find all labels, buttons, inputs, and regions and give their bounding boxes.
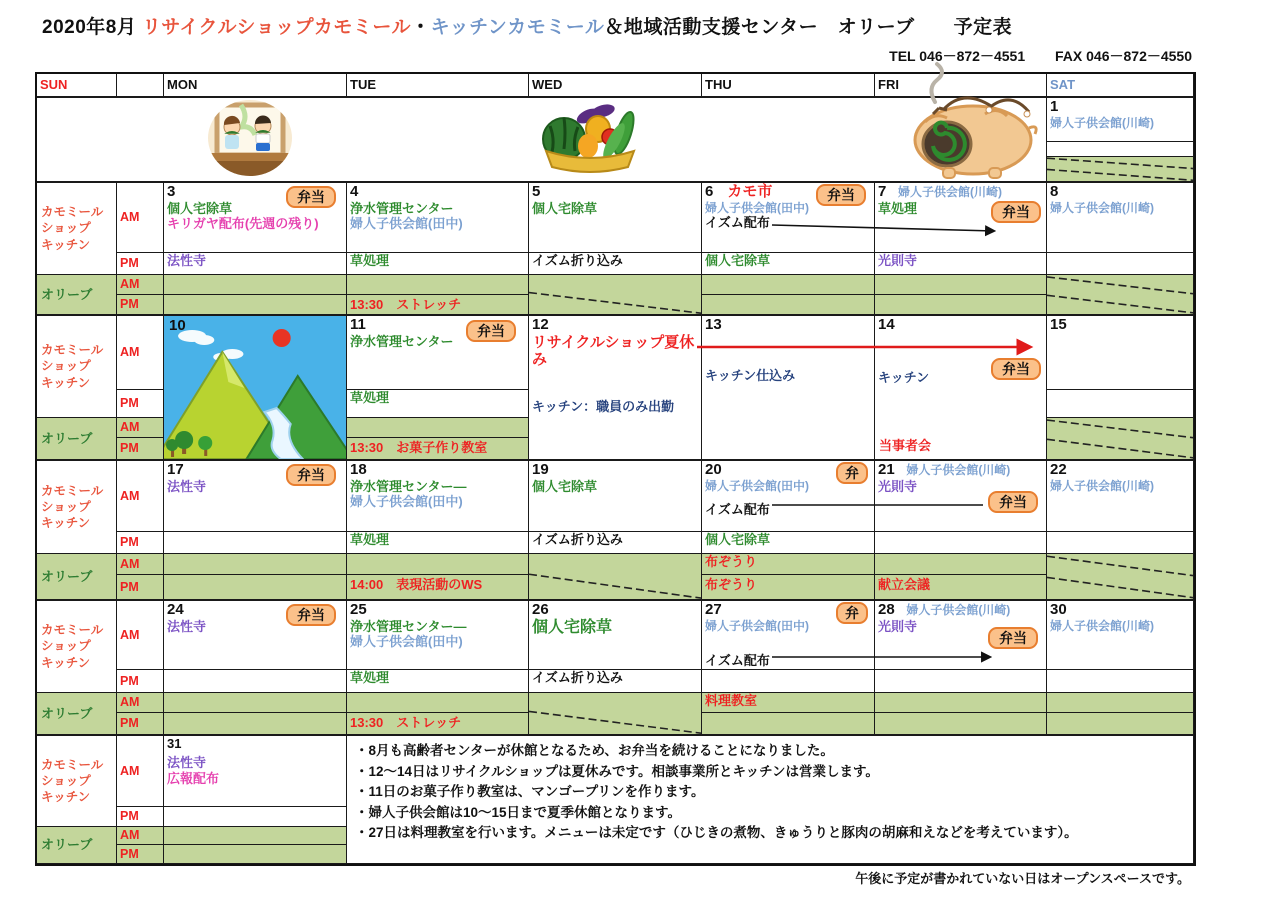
cell-aug11-am [347, 315, 529, 390]
title-kitchen: キッチンカモミール [430, 17, 605, 38]
day-number: 22 [1050, 461, 1067, 478]
cell-aug3-olive-am [164, 275, 347, 295]
title-recycle-shop: リサイクルショップカモミール [142, 17, 412, 38]
day-number: 11 [350, 316, 366, 333]
cell-aug19-olive-closed [529, 554, 702, 600]
am-label: AM [117, 460, 164, 532]
hatch-lines [1047, 157, 1193, 181]
event-label: 法性寺 [167, 478, 207, 494]
cell-aug10-holiday [164, 315, 347, 460]
day-number: 10 [169, 317, 186, 334]
cell-aug31-olive-pm [164, 845, 347, 864]
cell-aug15-am [1047, 315, 1194, 390]
label-line: ショップ [41, 499, 91, 514]
cell-aug6-olive-am [702, 275, 875, 295]
event-label: 個人宅除草 [532, 478, 598, 494]
hatch-lines [1047, 275, 1193, 314]
children-eating-watermelon-illustration [207, 99, 293, 177]
cell-aug25-olive-pm: 13:30 ストレッチ [347, 713, 529, 735]
cell-aug5-pm: イズム折り込み [529, 253, 702, 275]
cell-aug25-am [347, 600, 529, 670]
cell-aug19-am [529, 460, 702, 532]
hatch-lines [529, 693, 701, 734]
bento-badge: 弁当 [466, 320, 516, 342]
label-line: ショップ [41, 221, 91, 236]
kamo-market-label: カモ市 [727, 183, 773, 200]
mountain-landscape-illustration [164, 316, 346, 459]
hatch-lines [1047, 418, 1193, 459]
title-separator: ・ [411, 17, 431, 38]
note-line: ・8月も高齢者センターが休館となるため、お弁当を続けることになりました。 [355, 743, 834, 758]
event-label: 婦人子供会館(田中) [350, 494, 463, 510]
cell-aug18-olive-am [347, 554, 529, 575]
event-label: 法性寺 [167, 755, 207, 771]
event-label: 婦人子供会館(田中) [350, 634, 463, 650]
event-label: 広報配布 [167, 770, 220, 786]
event-label: キッチン：職員のみ出勤 [532, 399, 675, 415]
cell-aug31-olive-am [164, 827, 347, 845]
day-number: 14 [878, 316, 895, 333]
olive-am-label: AM [117, 418, 164, 438]
note-line: ・11日のお菓子作り教室は、マンゴープリンを作ります。 [355, 784, 705, 800]
summer-vegetables-basket-illustration [540, 101, 640, 174]
cell-aug30-olive-am [1047, 693, 1194, 713]
day-number: 28 [878, 601, 895, 618]
page-title [42, 12, 1012, 39]
cell-aug1-am [1047, 97, 1194, 142]
cell-aug30-olive-pm [1047, 713, 1194, 735]
notes-block [347, 735, 1194, 864]
cell-aug6-pm: 個人宅除草 [702, 253, 875, 275]
day-header-sat: SAT [1047, 74, 1194, 97]
pm-label: PM [117, 807, 164, 827]
day-number: 17 [167, 461, 184, 478]
am-label: AM [117, 182, 164, 253]
row-label-chamomile-shop-kitchen [37, 460, 117, 554]
cell-aug28-am [875, 600, 1047, 670]
cell-aug26-pm: イズム折り込み [529, 670, 702, 693]
pm-label: PM [117, 390, 164, 418]
cell-aug27-olive-pm [702, 713, 875, 735]
day-number: 12 [532, 316, 549, 333]
cell-aug6-am [702, 182, 875, 253]
cell-aug7-pm: 光則寺 [875, 253, 1047, 275]
day-number: 4 [350, 183, 359, 200]
tel-number: TEL 046－872－4551 [889, 48, 1026, 64]
day-header-spacer [117, 74, 164, 97]
title-month: 2020年8月 [42, 17, 137, 38]
cell-aug20-pm: 個人宅除草 [702, 532, 875, 554]
event-label: 浄水管理センター― [350, 478, 467, 494]
cell-aug20-am [702, 460, 875, 532]
event-label: 婦人子供会館(川崎) [906, 603, 1011, 617]
cell-aug12-allday [529, 315, 702, 460]
cell-aug21-olive-pm: 献立会議 [875, 575, 1047, 600]
cell-aug15-pm [1047, 390, 1194, 418]
event-label: 婦人子供会館(川崎) [897, 185, 1002, 199]
cell-aug15-olive-closed [1047, 418, 1194, 460]
day-number: 18 [350, 461, 367, 478]
day-number: 21 [878, 461, 895, 478]
cell-aug28-olive-am [875, 693, 1047, 713]
day-number: 31 [167, 736, 182, 751]
day-header-thu: THU [702, 74, 875, 97]
am-label: AM [117, 315, 164, 390]
cell-aug8-am [1047, 182, 1194, 253]
cell-aug27-olive-am: 料理教室 [702, 693, 875, 713]
pm-label: PM [117, 253, 164, 275]
cell-aug31-am [164, 735, 347, 807]
mosquito-coil-pig-illustration [885, 58, 1050, 180]
label-line: キッチン [41, 375, 91, 390]
cell-aug25-pm: 草処理 [347, 670, 529, 693]
cell-aug21-am [875, 460, 1047, 532]
event-label: 法性寺 [167, 618, 207, 634]
bento-badge: 弁 [836, 602, 868, 624]
event-label: 浄水管理センター [350, 333, 454, 349]
event-label: リサイクルショップ夏休み [532, 333, 695, 369]
label-line: カモミール [41, 623, 104, 638]
pm-label: PM [117, 670, 164, 693]
cell-aug11-olive-pm: 13:30 お菓子作り教室 [347, 438, 529, 460]
cell-aug5-olive-closed [529, 275, 702, 315]
cell-aug18-pm: 草処理 [347, 532, 529, 554]
olive-pm-label: PM [117, 845, 164, 864]
cell-aug26-olive-closed [529, 693, 702, 735]
row-label-olive: オリーブ [37, 554, 117, 600]
cell-aug22-olive-closed [1047, 554, 1194, 600]
row-label-chamomile-shop-kitchen [37, 735, 117, 827]
day-number: 26 [532, 601, 549, 618]
cell-aug1-olive-closed [1047, 157, 1194, 182]
cell-aug22-pm [1047, 532, 1194, 554]
event-label: 婦人子供会館(川崎) [1050, 478, 1154, 493]
cell-aug4-olive-am [347, 275, 529, 295]
label-line: キッチン [41, 655, 91, 670]
cell-aug3-olive-pm [164, 295, 347, 315]
cell-aug3-am [164, 182, 347, 253]
cell-aug17-olive-am [164, 554, 347, 575]
bento-badge: 弁当 [286, 464, 336, 486]
event-label: 婦人子供会館(川崎) [1050, 200, 1154, 215]
cell-aug13-allday [702, 315, 875, 460]
cell-aug20-olive-am: 布ぞうり [702, 554, 875, 575]
day-number: 5 [532, 183, 541, 200]
day-number: 15 [1050, 316, 1067, 333]
cell-aug3-pm: 法性寺 [164, 253, 347, 275]
cell-aug28-olive-pm [875, 713, 1047, 735]
cell-aug27-pm [702, 670, 875, 693]
event-label: イズム配布 [705, 652, 770, 668]
day-number: 24 [167, 601, 184, 618]
label-line: カモミール [41, 343, 104, 358]
cell-aug8-olive-closed [1047, 275, 1194, 315]
day-number: 30 [1050, 601, 1067, 618]
cell-aug18-am [347, 460, 529, 532]
label-line: ショップ [41, 359, 91, 374]
row-label-olive: オリーブ [37, 275, 117, 315]
event-label: 浄水管理センター― [350, 618, 467, 634]
row-label-olive: オリーブ [37, 693, 117, 735]
cell-aug6-olive-pm [702, 295, 875, 315]
label-line: キッチン [41, 790, 91, 805]
cell-aug28-pm [875, 670, 1047, 693]
event-label: 婦人子供会館(田中) [705, 200, 809, 215]
bento-badge: 弁 [836, 462, 868, 484]
cell-aug7-am [875, 182, 1047, 253]
event-label: 当事者会 [879, 437, 932, 453]
day-number: 13 [705, 316, 722, 333]
label-line: ショップ [41, 773, 91, 788]
day-number: 3 [167, 183, 176, 200]
note-line: ・12～14日はリサイクルショップは夏休みです。相談事業所とキッチンは営業します。 [355, 763, 879, 779]
day-number: 25 [350, 601, 367, 618]
day-header-tue: TUE [347, 74, 529, 97]
cell-aug1-pm [1047, 142, 1194, 157]
event-label: キリガヤ配布(先週の残り) [167, 216, 319, 232]
cell-aug17-am [164, 460, 347, 532]
olive-pm-label: PM [117, 438, 164, 460]
calendar-table [35, 72, 1196, 866]
bento-badge: 弁当 [286, 186, 336, 208]
label-line: カモミール [41, 205, 104, 220]
label-line: ショップ [41, 639, 91, 654]
cell-aug5-am [529, 182, 702, 253]
event-label: 草処理 [878, 200, 918, 216]
olive-am-label: AM [117, 554, 164, 575]
event-label: 光則寺 [878, 478, 918, 494]
row-label-chamomile-shop-kitchen [37, 315, 117, 418]
event-label: 浄水管理センター [350, 200, 454, 216]
bento-badge: 弁当 [991, 358, 1041, 380]
event-label: 婦人子供会館(川崎) [1050, 618, 1154, 633]
cell-aug4-am [347, 182, 529, 253]
row-label-chamomile-shop-kitchen [37, 182, 117, 275]
fax-number: FAX 046－872－4550 [1055, 48, 1192, 64]
cell-aug26-am [529, 600, 702, 670]
event-label: 婦人子供会館(田中) [705, 618, 809, 633]
cell-aug20-olive-pm: 布ぞうり [702, 575, 875, 600]
olive-pm-label: PM [117, 295, 164, 315]
day-number: 19 [532, 461, 549, 478]
day-number: 8 [1050, 183, 1059, 200]
label-line: キッチン [41, 237, 91, 252]
event-label: 個人宅除草 [532, 200, 598, 216]
cell-aug14-allday [875, 315, 1047, 460]
cell-aug27-am [702, 600, 875, 670]
cell-aug25-olive-am [347, 693, 529, 713]
note-line: ・27日は料理教室を行います。メニューは未定です（ひじきの煮物、きゅうりと豚肉の胡麻和えなどを考えています）。 [355, 825, 1078, 841]
cell-aug4-pm: 草処理 [347, 253, 529, 275]
pm-label: PM [117, 532, 164, 554]
event-label: 婦人子供会館(川崎) [1050, 115, 1154, 130]
day-number: 27 [705, 601, 722, 618]
day-header-sun: SUN [37, 74, 117, 97]
cell-aug24-olive-pm [164, 713, 347, 735]
olive-pm-label: PM [117, 575, 164, 600]
cell-aug11-olive-am [347, 418, 529, 438]
event-label: 婦人子供会館(田中) [350, 216, 463, 232]
event-label: キッチン [878, 369, 930, 385]
event-label: イズム配布 [705, 501, 770, 517]
hatch-lines [529, 275, 701, 314]
cell-aug30-am [1047, 600, 1194, 670]
row-label-olive: オリーブ [37, 418, 117, 460]
cell-aug18-olive-pm: 14:00 表現活動のWS [347, 575, 529, 600]
cell-aug4-olive-pm: 13:30 ストレッチ [347, 295, 529, 315]
am-label: AM [117, 735, 164, 807]
bento-badge: 弁当 [988, 491, 1038, 513]
event-label: 光則寺 [878, 618, 918, 634]
olive-am-label: AM [117, 275, 164, 295]
cell-aug30-pm [1047, 670, 1194, 693]
cell-aug21-pm [875, 532, 1047, 554]
day-header-wed: WED [529, 74, 702, 97]
cell-aug7-olive-pm [875, 295, 1047, 315]
day-number: 1 [1050, 98, 1059, 115]
cell-aug8-pm [1047, 253, 1194, 275]
day-header-fri: FRI [875, 74, 1047, 97]
label-line: カモミール [41, 483, 104, 498]
olive-pm-label: PM [117, 713, 164, 735]
cell-aug22-am [1047, 460, 1194, 532]
event-label: 個人宅除草 [167, 200, 233, 216]
olive-am-label: AM [117, 693, 164, 713]
event-label: 個人宅除草 [532, 618, 613, 636]
day-number: 7 [878, 183, 887, 200]
label-line: キッチン [41, 516, 91, 531]
day-header-mon: MON [164, 74, 347, 97]
event-label: キッチン仕込み [705, 367, 796, 383]
cell-aug7-olive-am [875, 275, 1047, 295]
event-label: イズム配布 [705, 214, 770, 230]
bento-badge: 弁当 [988, 627, 1038, 649]
cell-aug24-pm [164, 670, 347, 693]
cell-aug31-pm [164, 807, 347, 827]
bento-badge: 弁当 [286, 604, 336, 626]
olive-am-label: AM [117, 827, 164, 845]
cell-aug17-pm [164, 532, 347, 554]
cell-aug19-pm: イズム折り込み [529, 532, 702, 554]
title-rest: ＆地域活動支援センター オリーブ 予定表 [604, 17, 1013, 38]
cell-aug21-olive-am [875, 554, 1047, 575]
hatch-lines [529, 554, 701, 599]
cell-aug24-olive-am [164, 693, 347, 713]
bento-badge: 弁当 [991, 201, 1041, 223]
note-line: ・婦人子供会館は10～15日まで夏季休館となります。 [355, 804, 681, 820]
am-label: AM [117, 600, 164, 670]
event-label: 婦人子供会館(田中) [705, 478, 809, 493]
cell-aug11-pm: 草処理 [347, 390, 529, 418]
day-number: 20 [705, 461, 722, 478]
hatch-lines [1047, 554, 1193, 599]
cell-aug24-am [164, 600, 347, 670]
day-number: 6 [705, 183, 714, 200]
footer-note: 午後に予定が書かれていない日はオープンスペースです。 [855, 871, 1190, 886]
event-label: 婦人子供会館(川崎) [906, 463, 1011, 477]
bento-badge: 弁当 [816, 184, 866, 206]
row-label-chamomile-shop-kitchen [37, 600, 117, 693]
row-label-olive: オリーブ [37, 827, 117, 864]
label-line: カモミール [41, 757, 104, 772]
cell-aug17-olive-pm [164, 575, 347, 600]
